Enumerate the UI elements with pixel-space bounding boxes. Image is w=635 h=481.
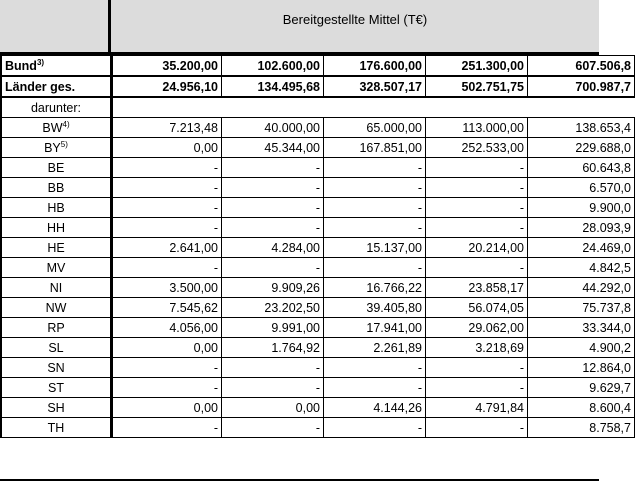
- value-cell: -: [112, 358, 222, 378]
- table-body: [1, 56, 635, 438]
- value-cell: 0,00: [112, 398, 222, 418]
- value-cell: 167.851,00: [324, 138, 426, 158]
- row-label: [1, 238, 112, 258]
- value-cell: 502.751,75: [426, 76, 528, 97]
- value-cell: -: [112, 158, 222, 178]
- value-cell: 39.405,80: [324, 298, 426, 318]
- value-cell: -: [112, 198, 222, 218]
- value-cell: 8.600,4: [528, 398, 635, 418]
- value-cell: 4.842,5: [528, 258, 635, 278]
- value-cell: 113.000,00: [426, 118, 528, 138]
- table-row: [1, 318, 635, 338]
- table-row: [1, 218, 635, 238]
- value-cell: 33.344,0: [528, 318, 635, 338]
- header-corner-cell: [0, 0, 111, 55]
- table-row: [1, 358, 635, 378]
- value-cell: 8.758,7: [528, 418, 635, 438]
- value-cell: -: [112, 218, 222, 238]
- row-label-text: NI: [49, 280, 63, 295]
- value-cell: 75.737,8: [528, 298, 635, 318]
- value-cell: -: [324, 378, 426, 398]
- table-row: [1, 138, 635, 158]
- value-cell: 102.600,00: [222, 56, 324, 77]
- value-cell: 9.909,26: [222, 278, 324, 298]
- value-cell: 4.284,00: [222, 238, 324, 258]
- value-cell: -: [426, 198, 528, 218]
- row-label-text: SH: [47, 400, 65, 415]
- row-label: [1, 418, 112, 438]
- table-title: Bereitgestellte Mittel (T€): [282, 12, 428, 27]
- footnote-marker: 5): [60, 139, 68, 149]
- value-cell: -: [222, 178, 324, 198]
- value-cell: 44.292,0: [528, 278, 635, 298]
- row-label-text: darunter:: [30, 100, 82, 115]
- row-label-text: RP: [47, 320, 65, 335]
- value-cell: -: [112, 258, 222, 278]
- value-cell: 45.344,00: [222, 138, 324, 158]
- value-cell: 2.641,00: [112, 238, 222, 258]
- table-row: [1, 418, 635, 438]
- footnote-marker: 4): [62, 119, 70, 129]
- row-label: [1, 76, 112, 97]
- row-label: [1, 318, 112, 338]
- value-cell: -: [112, 378, 222, 398]
- value-cell: [112, 97, 222, 118]
- value-cell: -: [426, 178, 528, 198]
- value-cell: -: [324, 158, 426, 178]
- row-label: [1, 198, 112, 218]
- row-label: [1, 158, 112, 178]
- value-cell: -: [222, 258, 324, 278]
- value-cell: -: [324, 258, 426, 278]
- value-cell: 60.643,8: [528, 158, 635, 178]
- row-label: [1, 218, 112, 238]
- value-cell: -: [426, 158, 528, 178]
- value-cell: 0,00: [112, 338, 222, 358]
- table-row: [1, 398, 635, 418]
- table-row: [1, 178, 635, 198]
- table-row: [1, 298, 635, 318]
- value-cell: -: [112, 178, 222, 198]
- value-cell: 3.500,00: [112, 278, 222, 298]
- value-cell: 251.300,00: [426, 56, 528, 77]
- row-label: [1, 178, 112, 198]
- value-cell: 9.629,7: [528, 378, 635, 398]
- table-row: [1, 238, 635, 258]
- value-cell: 1.764,92: [222, 338, 324, 358]
- row-label: [1, 338, 112, 358]
- value-cell: 28.093,9: [528, 218, 635, 238]
- value-cell: -: [222, 418, 324, 438]
- value-cell: 7.213,48: [112, 118, 222, 138]
- value-cell: 138.653,4: [528, 118, 635, 138]
- value-cell: 40.000,00: [222, 118, 324, 138]
- value-cell: -: [426, 258, 528, 278]
- row-label-text: SN: [47, 360, 65, 375]
- row-label-text: Länder ges.: [5, 79, 76, 94]
- value-cell: 229.688,0: [528, 138, 635, 158]
- value-cell: 4.900,2: [528, 338, 635, 358]
- value-cell: -: [222, 218, 324, 238]
- value-cell: -: [222, 378, 324, 398]
- value-cell: 6.570,0: [528, 178, 635, 198]
- value-cell: 15.137,00: [324, 238, 426, 258]
- value-cell: 29.062,00: [426, 318, 528, 338]
- value-cell: 9.900,0: [528, 198, 635, 218]
- table-row: [1, 76, 635, 97]
- row-label-text: NW: [45, 300, 67, 315]
- row-label: [1, 298, 112, 318]
- value-cell: 24.956,10: [112, 76, 222, 97]
- row-label-text: HE: [47, 240, 65, 255]
- value-cell: 0,00: [112, 138, 222, 158]
- value-cell: 17.941,00: [324, 318, 426, 338]
- row-label-text: BY: [44, 140, 61, 155]
- value-cell: [426, 97, 528, 118]
- table-row: [1, 278, 635, 298]
- value-cell: 7.545,62: [112, 298, 222, 318]
- row-label: [1, 97, 112, 118]
- value-cell: [528, 97, 635, 118]
- footnote-marker: 3): [36, 57, 45, 67]
- table-row: [1, 97, 635, 118]
- value-cell: -: [324, 218, 426, 238]
- value-cell: -: [426, 378, 528, 398]
- value-cell: 4.056,00: [112, 318, 222, 338]
- row-label: [1, 378, 112, 398]
- row-label-text: ST: [48, 380, 64, 395]
- value-cell: 9.991,00: [222, 318, 324, 338]
- value-cell: 16.766,22: [324, 278, 426, 298]
- table-row: [1, 378, 635, 398]
- value-cell: 20.214,00: [426, 238, 528, 258]
- value-cell: -: [324, 358, 426, 378]
- row-label-text: Bund: [5, 58, 37, 73]
- value-cell: [222, 97, 324, 118]
- row-label: [1, 278, 112, 298]
- row-label-text: BE: [47, 160, 65, 175]
- value-cell: 4.144,26: [324, 398, 426, 418]
- row-label-text: HH: [46, 220, 66, 235]
- value-cell: 56.074,05: [426, 298, 528, 318]
- value-cell: -: [426, 418, 528, 438]
- row-label-text: MV: [46, 260, 66, 275]
- row-label: [1, 56, 112, 77]
- value-cell: -: [426, 358, 528, 378]
- value-cell: -: [426, 218, 528, 238]
- value-cell: 0,00: [222, 398, 324, 418]
- row-label: [1, 258, 112, 278]
- value-cell: -: [324, 178, 426, 198]
- row-label-text: SL: [48, 340, 64, 355]
- table-row: [1, 198, 635, 218]
- row-label: [1, 398, 112, 418]
- row-label: [1, 358, 112, 378]
- header-title-cell: [111, 0, 599, 55]
- row-label-text: HB: [47, 200, 65, 215]
- value-cell: 2.261,89: [324, 338, 426, 358]
- value-cell: -: [222, 158, 324, 178]
- table-row: [1, 258, 635, 278]
- value-cell: 23.202,50: [222, 298, 324, 318]
- value-cell: -: [324, 198, 426, 218]
- value-cell: 4.791,84: [426, 398, 528, 418]
- value-cell: -: [222, 198, 324, 218]
- value-cell: 12.864,0: [528, 358, 635, 378]
- value-cell: 24.469,0: [528, 238, 635, 258]
- value-cell: 134.495,68: [222, 76, 324, 97]
- value-cell: 607.506,8: [528, 56, 635, 77]
- value-cell: 65.000,00: [324, 118, 426, 138]
- row-label: [1, 118, 112, 138]
- value-cell: 700.987,7: [528, 76, 635, 97]
- value-cell: 3.218,69: [426, 338, 528, 358]
- row-label-text: TH: [47, 420, 65, 435]
- value-cell: 328.507,17: [324, 76, 426, 97]
- table-row: [1, 158, 635, 178]
- value-cell: -: [324, 418, 426, 438]
- row-label-text: BW: [42, 120, 63, 135]
- value-cell: [324, 97, 426, 118]
- value-cell: -: [112, 418, 222, 438]
- table-row: [1, 118, 635, 138]
- row-label: [1, 138, 112, 158]
- table-row: [1, 338, 635, 358]
- row-label-text: BB: [47, 180, 65, 195]
- funding-table: [0, 55, 635, 438]
- value-cell: 252.533,00: [426, 138, 528, 158]
- value-cell: 176.600,00: [324, 56, 426, 77]
- table-row: [1, 56, 635, 77]
- value-cell: 23.858,17: [426, 278, 528, 298]
- value-cell: -: [222, 358, 324, 378]
- value-cell: 35.200,00: [112, 56, 222, 77]
